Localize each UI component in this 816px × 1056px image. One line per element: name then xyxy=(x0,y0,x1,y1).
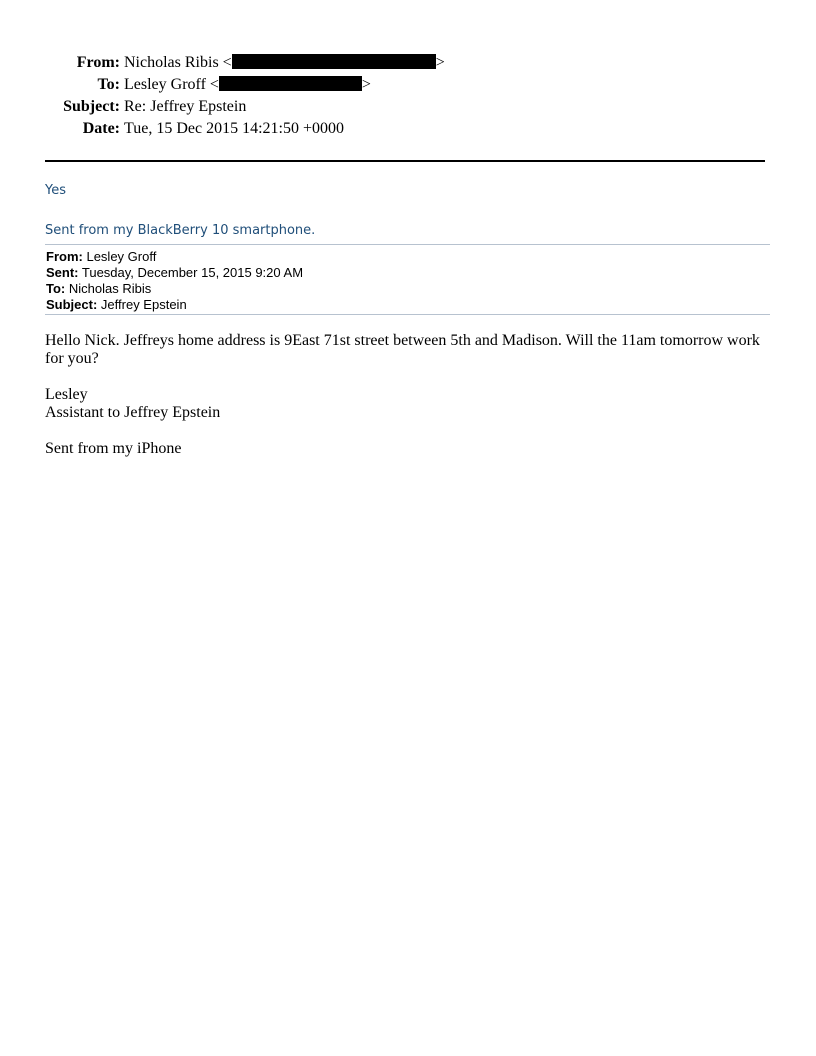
forward-divider-top xyxy=(45,244,770,245)
header-divider xyxy=(45,160,765,162)
header-subject-row xyxy=(0,96,816,118)
to-name: Lesley Groff < xyxy=(124,76,219,93)
date-value: Tue, 15 Dec 2015 14:21:50 +0000 xyxy=(124,120,344,137)
forwarded-subject-label: Subject: xyxy=(46,297,98,312)
body-signature: Sent from my iPhone xyxy=(45,440,182,457)
from-bracket: > xyxy=(435,54,445,71)
email-header xyxy=(0,52,816,140)
date-label: Date: xyxy=(82,120,120,137)
body-title: Assistant to Jeffrey Epstein xyxy=(45,404,221,421)
from-label: From: xyxy=(76,54,120,71)
forwarded-header xyxy=(46,249,303,313)
reply-signature: Sent from my BlackBerry 10 smartphone. xyxy=(45,223,316,238)
to-bracket: > xyxy=(361,76,371,93)
reply-text: Yes xyxy=(45,183,66,198)
header-date-row xyxy=(0,118,816,140)
forwarded-from-value: Lesley Groff xyxy=(86,249,157,264)
forwarded-sent-value: Tuesday, December 15, 2015 9:20 AM xyxy=(81,265,304,280)
header-from-row xyxy=(0,52,816,74)
redaction-bar xyxy=(219,76,362,91)
forward-divider-bottom xyxy=(45,314,770,315)
message-body xyxy=(45,332,770,458)
to-label: To: xyxy=(97,76,120,93)
to-value xyxy=(124,74,371,96)
body-name: Lesley xyxy=(45,386,88,403)
from-name: Nicholas Ribis < xyxy=(124,54,232,71)
forwarded-from-row xyxy=(46,249,303,265)
forwarded-subject-row xyxy=(46,297,303,313)
forwarded-from-label: From: xyxy=(46,249,83,264)
body-paragraph: Hello Nick. Jeffreys home address is 9East 71st street between 5th and Madison. Will the 11am tomorrow work for you? xyxy=(45,332,760,367)
subject-label: Subject: xyxy=(63,98,120,115)
header-to-row xyxy=(0,74,816,96)
forwarded-to-value: Nicholas Ribis xyxy=(68,281,152,296)
forwarded-sent-label: Sent: xyxy=(46,265,79,280)
forwarded-to-row xyxy=(46,281,303,297)
from-value xyxy=(124,52,445,74)
subject-value: Re: Jeffrey Epstein xyxy=(124,98,247,115)
forwarded-subject-value: Jeffrey Epstein xyxy=(100,297,187,312)
redaction-bar xyxy=(232,54,436,69)
forwarded-sent-row xyxy=(46,265,303,281)
forwarded-to-label: To: xyxy=(46,281,66,296)
